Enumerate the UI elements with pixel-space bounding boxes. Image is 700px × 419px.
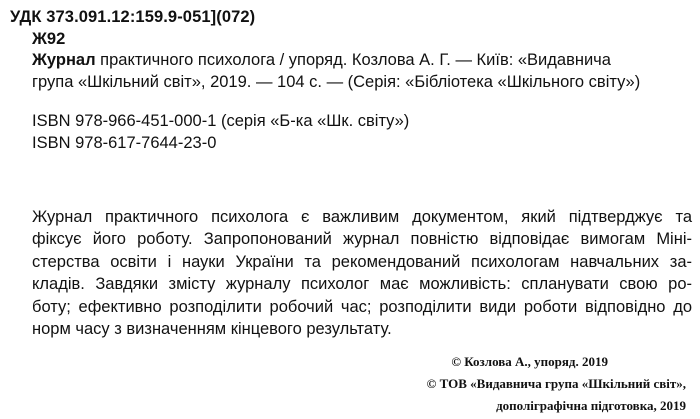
author-mark: Ж92: [32, 30, 66, 48]
biblio-line-1: [32, 49, 692, 71]
annotation-line: кладів. Завдяки змісту журналу психолог має можливість: спланувати свою ро-: [32, 275, 692, 294]
annotation-paragraph: [32, 206, 692, 340]
annotation-line: норм часу з визначенням кінцевого результату.: [32, 320, 392, 339]
annotation-line: стерства освіти і науки України та рекомендований психологам навчальних за-: [32, 252, 692, 271]
udc-code: УДК 373.091.12:159.9-051](072): [10, 8, 256, 26]
annotation-line: фіксує його роботу. Запропонований журнал повністю відповідає вимогам Міні-: [32, 230, 692, 249]
biblio-line-1-rest: практичного психолога / упоряд. Козлова А. Г. — Київ: «Видавнича: [95, 51, 611, 69]
copyright-prepress: дополіграфічна підготовка, 2019: [496, 398, 686, 413]
annotation-line: боту; ефективно розподілити робочий час; розподілити види роботи відповідно до: [32, 297, 692, 316]
biblio-line-2: група «Шкільний світ», 2019. — 104 с. — (Серія: «Бібліотека «Шкільного світу»): [32, 73, 641, 91]
copyright-compiler: © Козлова А., упоряд. 2019: [451, 354, 608, 369]
isbn-series: ISBN 978-966-451-000-1 (серія «Б-ка «Шк. світу»): [32, 112, 410, 130]
annotation-line: Журнал практичного психолога є важливим документом, який підтверджує та: [32, 208, 692, 226]
copyright-publisher: © ТОВ «Видавнича група «Шкільний світ»,: [426, 376, 686, 391]
isbn-book: ISBN 978-617-7644-23-0: [32, 134, 217, 152]
bibliographic-description: [32, 49, 692, 93]
biblio-title: Журнал: [32, 51, 96, 69]
